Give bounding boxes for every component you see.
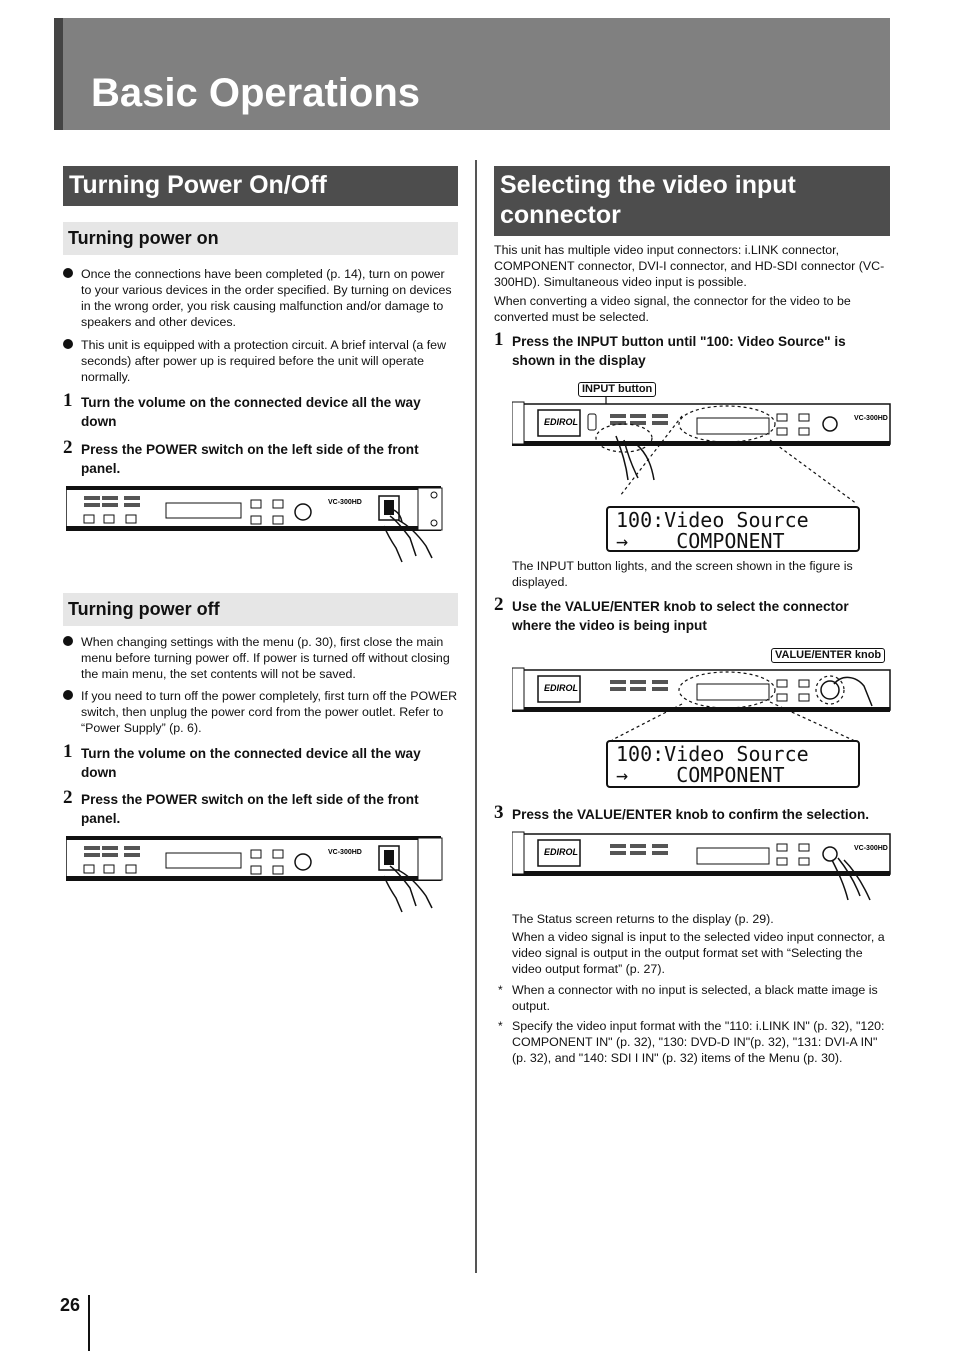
step-item [494,594,890,635]
step-number: 2 [63,437,73,458]
lcd-value: COMPONENT [676,763,785,787]
step-text: Press the POWER switch on the left side of the front panel. [81,442,419,476]
step-number: 1 [63,390,73,411]
lcd-line-1: 100:Video Source [616,742,809,766]
page-title: Basic Operations [91,71,421,115]
result-note: The Status screen returns to the display (p. 29). [512,912,774,926]
intro-paragraph: When converting a video signal, the connector for the video to be converted must be selected. [494,294,851,324]
device-brand-logo: EDIROL [544,683,579,693]
step-text: Turn the volume on the connected device all the way down [81,395,421,429]
asterisk-note [498,982,890,1014]
step-number: 1 [494,329,504,350]
lcd-display-2 [606,740,860,788]
device-power-off-illustration [66,836,446,916]
step-item [63,787,458,828]
bullet-text: When changing settings with the menu (p. 30), first close the main menu before turning power off. If power is turned off without closing the main menu, the set contents will not be saved. [81,635,450,681]
bullet-text: If you need to turn off the power completely, first turn off the POWER switch, then unplug the power cord from the power outlet. Refer to “Power Supply” (p. 6). [81,689,458,735]
step-item [63,741,458,782]
device-power-on-illustration [66,486,446,566]
lcd-line-2 [616,531,850,552]
bullet-dot [63,636,73,646]
step-number: 2 [63,787,73,808]
lcd-line-2 [616,765,850,786]
subheading-power-off: Turning power off [63,593,458,626]
lcd-line-1: 100:Video Source [616,508,809,532]
section-heading-power: Turning Power On/Off [63,166,458,206]
lcd-arrow: → [616,529,629,553]
step-item [494,802,902,824]
title-banner [54,18,890,130]
bullet-item [81,634,458,682]
title-banner-edge [54,18,63,130]
bullet-dot [63,690,73,700]
bullet-text: Once the connections have been completed (p. 14), turn on power to your various devices in the order specified. By turning on devices in the wrong order, you risk causing malfunction and/or damage to speakers and other devices. [81,267,452,329]
device-brand-logo: EDIROL [544,417,579,427]
device-model-label: VC-300HD [854,845,888,852]
step-note: The INPUT button lights, and the screen shown in the figure is displayed. [512,559,853,589]
step-number: 1 [63,741,73,762]
section-heading-video-input: Selecting the video input connector [494,166,890,236]
bullet-dot [63,268,73,278]
step-text: Press the POWER switch on the left side of the front panel. [81,792,419,826]
device-confirm-illustration [512,830,892,910]
page-number-rule [88,1295,90,1351]
column-divider [475,160,477,1273]
device-model-label: VC-300HD [328,499,362,506]
asterisk-text: Specify the video input format with the "110: i.LINK IN" (p. 32), "120: COMPONENT IN" (p. 32), "130: DVD-D IN"(p. 32), "131: DVI-A IN" (p. 32), and "140: SDI I IN" (p. 32) items of the Menu (p. 30). [512,1019,885,1065]
callout-value-enter-knob: VALUE/ENTER knob [771,648,885,663]
device-brand-logo: EDIROL [544,847,579,857]
lcd-display-1 [606,506,860,552]
asterisk-text: When a connector with no input is selected, a black matte image is output. [512,983,878,1013]
subheading-power-on: Turning power on [63,222,458,255]
bullet-item [81,688,458,736]
intro-paragraph: This unit has multiple video input connectors: i.LINK connector, COMPONENT connector, DVI-I connector, and HD-SDI connector (VC-300HD). Simultaneous video input is possible. [494,243,885,289]
step-item [63,437,458,478]
page-number: 26 [60,1295,81,1315]
device-model-label: VC-300HD [328,849,362,856]
device-model-label: VC-300HD [854,415,888,422]
asterisk-mark: * [498,983,503,997]
step-text: Turn the volume on the connected device all the way down [81,746,421,780]
step-item [494,329,890,370]
step-text: Use the VALUE/ENTER knob to select the connector where the video is being input [512,599,849,633]
step-text: Press the VALUE/ENTER knob to confirm the selection. [512,807,870,822]
callout-input-button: INPUT button [578,382,656,397]
asterisk-note [498,1018,890,1066]
bullet-dot [63,339,73,349]
lcd-arrow: → [616,763,629,787]
lcd-value: COMPONENT [676,529,785,553]
bullet-text: This unit is equipped with a protection circuit. A brief interval (a few seconds) after power up is required before the unit will operate normally. [81,338,447,384]
bullet-item [81,337,458,385]
step-number: 3 [494,802,504,823]
result-note: When a video signal is input to the selected video input connector, a video signal is output in the output format set with “Selecting the video output format” (p. 27). [512,930,885,976]
step-item [63,390,458,431]
step-number: 2 [494,594,504,615]
asterisk-mark: * [498,1019,503,1033]
bullet-item [81,266,458,330]
step-text: Press the INPUT button until "100: Video Source" is shown in the display [512,334,846,368]
